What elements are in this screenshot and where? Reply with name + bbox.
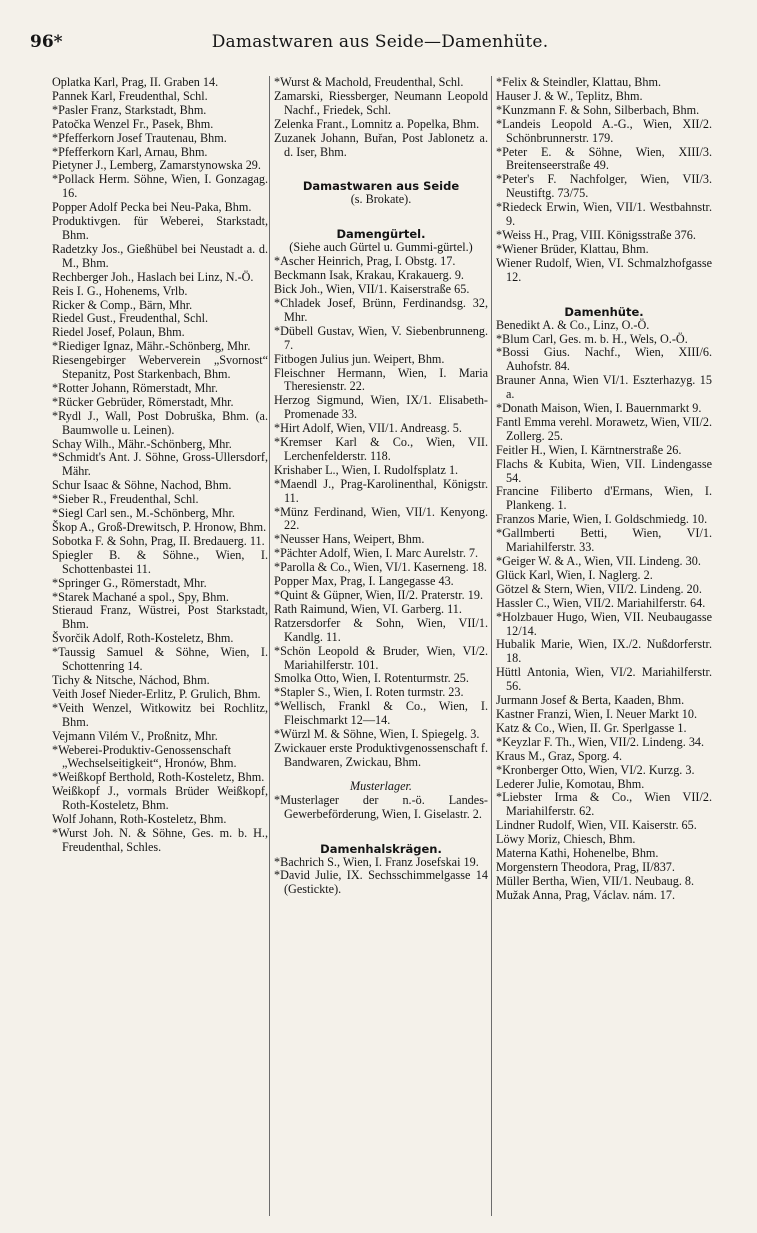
directory-entry: Lederer Julie, Komotau, Bhm. — [496, 776, 645, 791]
directory-entry: *Springer G., Römerstadt, Mhr. — [52, 575, 207, 590]
directory-entry: Zamarski, Riessberger, Neumann Leopold Nachf., Friedek, Schl. — [274, 88, 488, 117]
directory-entry: Schay Wilh., Mähr.-Schönberg, Mhr. — [52, 436, 232, 451]
directory-entry: Krishaber L., Wien, I. Rudolfsplatz 1. — [274, 462, 459, 477]
entry-group — [274, 856, 488, 898]
directory-entry: *Maendl J., Prag-Karolinenthal, Königstr. 11. — [274, 476, 488, 505]
directory-entry: Riesengebirger Weberverein „Svornost“ Stepanitz, Post Starkenbach, Bhm. — [52, 353, 268, 382]
directory-entry: Veith Josef Nieder-Erlitz, P. Grulich, Bhm. — [52, 686, 261, 701]
directory-entry: Tichy & Nitsche, Náchod, Bhm. — [52, 672, 210, 687]
directory-entry: *Rydl J., Wall, Post Dobruška, Bhm. (a. Baumwolle u. Leinen). — [52, 408, 268, 437]
directory-entry: *Weißkopf Berthold, Roth-Kosteletz, Bhm. — [52, 770, 265, 785]
directory-entry: *Felix & Steindler, Klattau, Bhm. — [496, 76, 662, 89]
directory-entry: Riedel Gust., Freudenthal, Schl. — [52, 311, 209, 326]
directory-entry: *Wurst & Machold, Freudenthal, Schl. — [274, 76, 464, 89]
directory-entry: Wiener Rudolf, Wien, VI. Schmalzhofgasse 12. — [496, 255, 712, 284]
directory-entry: *Peter E. & Söhne, Wien, XIII/3. Breitenseerstraße 49. — [496, 144, 712, 173]
entry-group — [274, 794, 488, 822]
directory-entry: *Pfefferkorn Josef Trautenau, Bhm. — [52, 130, 227, 145]
directory-entry: *Quint & Güpner, Wien, II/2. Praterstr. 19. — [274, 588, 483, 602]
directory-entry: Zwickauer erste Produktivgenossenschaft f. Bandwaren, Zwickau, Bhm. — [274, 740, 488, 769]
directory-entry: Weißkopf J., vormals Brüder Weißkopf, Roth-Kosteletz, Bhm. — [52, 784, 268, 813]
directory-entry: *Münz Ferdinand, Wien, VII/1. Kenyong. 22. — [274, 504, 488, 533]
directory-entry: Ratzersdorfer & Sohn, Wien, VII/1. Kandlg. 11. — [274, 615, 488, 644]
directory-entry: Katz & Co., Wien, II. Gr. Sperlgasse 1. — [496, 720, 687, 735]
directory-entry: Produktivgen. für Weberei, Starkstadt, Bhm. — [52, 214, 268, 242]
directory-entry: Vejmann Vilém V., Proßnitz, Mhr. — [52, 728, 218, 743]
directory-entry: *Weiss H., Prag, VIII. Königsstraße 376. — [496, 227, 696, 242]
directory-entry: *Kremser Karl & Co., Wien, VII. Lerchenfelderstr. 118. — [274, 435, 488, 463]
running-title: Damastwaren aus Seide—Damenhüte. — [211, 32, 549, 52]
column-divider — [269, 76, 270, 1216]
directory-entry: *Parolla & Co., Wien, VI/1. Kaserneng. 18. — [274, 560, 487, 575]
directory-entry: Popper Adolf Pecka bei Neu-Paka, Bhm. — [52, 200, 252, 215]
directory-entry: *David Julie, IX. Sechsschimmelgasse 14 (Gestickte). — [274, 868, 488, 897]
directory-entry: Wolf Johann, Roth-Kosteletz, Bhm. — [52, 812, 227, 827]
directory-entry: Zelenka Frant., Lomnitz a. Popelka, Bhm. — [274, 116, 480, 131]
section-heading-damenhuete: Damenhüte. — [564, 304, 644, 319]
directory-entry: *Würzl M. & Söhne, Wien, I. Spiegelg. 3. — [274, 727, 480, 742]
column-2 — [274, 76, 488, 1216]
directory-entry: *Sieber R., Freudenthal, Schl. — [52, 492, 199, 507]
directory-entry: Benedikt A. & Co., Linz, O.-Ö. — [496, 317, 650, 332]
directory-entry: Löwy Moriz, Chiesch, Bhm. — [496, 832, 636, 847]
directory-entry: Müller Bertha, Wien, VII/1. Neubaug. 8. — [496, 873, 695, 888]
directory-entry: *Musterlager der n.-ö. Landes-Gewerbeförderung, Wien, I. Giselastr. 2. — [274, 792, 488, 821]
directory-entry: Fitbogen Julius jun. Weipert, Bhm. — [274, 351, 445, 366]
directory-entry: *Riedeck Erwin, Wien, VII/1. Westbahnstr. 9. — [496, 200, 712, 229]
directory-entry: Pietyner J., Lemberg, Zamarstynowska 29. — [52, 158, 261, 173]
directory-entry: *Dübell Gustav, Wien, V. Siebenbrunneng. 7. — [274, 323, 488, 352]
directory-entry: Švorčik Adolf, Roth-Kosteletz, Bhm. — [52, 631, 234, 646]
directory-entry: *Holzbauer Hugo, Wien, VII. Neubaugasse 12/14. — [496, 609, 712, 638]
directory-entry: Feitler H., Wien, I. Kärntnerstraße 26. — [496, 442, 682, 457]
column-divider — [491, 76, 492, 1216]
directory-entry: *Liebster Irma & Co., Wien VII/2. Mariahilferstr. 62. — [496, 790, 712, 819]
directory-entry: Škop A., Groß-Drewitsch, P. Hronow, Bhm. — [52, 520, 267, 534]
directory-entry: Fleischner Hermann, Wien, I. Maria Theresienstr. 22. — [274, 365, 488, 394]
directory-entry: *Bossi Gius. Nachf., Wien, XIII/6. Auhofstr. 84. — [496, 345, 712, 374]
entry-group — [496, 76, 712, 285]
directory-entry: Jurmann Josef & Berta, Kaaden, Bhm. — [496, 693, 685, 708]
directory-entry: Hüttl Antonia, Wien, VI/2. Mariahilferstr. 56. — [496, 665, 712, 694]
directory-entry: *Pasler Franz, Starkstadt, Bhm. — [52, 102, 207, 117]
directory-entry: Morgenstern Theodora, Prag, II/837. — [496, 859, 675, 874]
directory-entry: *Keyzlar F. Th., Wien, VII/2. Lindeng. 34. — [496, 734, 705, 749]
directory-entry: Flachs & Kubita, Wien, VII. Lindengasse 54. — [496, 456, 712, 485]
directory-entry: Pannek Karl, Freudenthal, Schl. — [52, 88, 208, 103]
directory-entry: *Pollack Herm. Söhne, Wien, I. Gonzagag. 16. — [52, 172, 268, 201]
directory-entry: *Gallmberti Betti, Wien, VI/1. Mariahilferstr. 33. — [496, 526, 712, 555]
directory-entry: Herzog Sigmund, Wien, IX/1. Elisabeth-Promenade 33. — [274, 393, 488, 422]
directory-entry: Bick Joh., Wien, VII/1. Kaiserstraße 65. — [274, 282, 470, 297]
directory-entry: *Siegl Carl sen., M.-Schönberg, Mhr. — [52, 506, 235, 521]
directory-entry: Oplatka Karl, Prag, II. Graben 14. — [52, 76, 219, 89]
directory-entry: *Schön Leopold & Bruder, Wien, VI/2. Mariahilferstr. 101. — [274, 643, 488, 672]
directory-entry: *Chladek Josef, Brünn, Ferdinandsg. 32, Mhr. — [274, 295, 488, 324]
section-heading-musterlager: Musterlager. — [350, 778, 412, 793]
column-1 — [52, 76, 268, 1216]
directory-entry: Brauner Anna, Wien VI/1. Eszterhazyg. 15 a. — [496, 373, 712, 402]
directory-entry: *Weberei-Produktiv-Genossenschaft „Wechselseitigkeit“, Hronów, Bhm. — [52, 742, 237, 771]
directory-entry: *Taussig Samuel & Söhne, Wien, I. Schottenring 14. — [52, 645, 268, 674]
directory-entry: *Neusser Hans, Weipert, Bhm. — [274, 532, 425, 547]
directory-entry: *Wellisch, Frankl & Co., Wien, I. Fleischmarkt 12—14. — [274, 699, 488, 728]
directory-entry: *Peter's F. Nachfolger, Wien, VII/3. Neustiftg. 73/75. — [496, 172, 712, 201]
directory-columns — [52, 76, 712, 1216]
directory-entry: *Kronberger Otto, Wien, VI/2. Kurzg. 3. — [496, 762, 695, 777]
directory-entry: *Blum Carl, Ges. m. b. H., Wels, O.-Ö. — [496, 331, 688, 346]
directory-entry: *Wurst Joh. N. & Söhne, Ges. m. b. H., Freudenthal, Schles. — [52, 825, 268, 854]
directory-entry: Riedel Josef, Polaun, Bhm. — [52, 325, 185, 340]
directory-entry: Kraus M., Graz, Sporg. 4. — [496, 748, 623, 763]
directory-entry: Stieraud Franz, Wüstrei, Post Starkstadt, Bhm. — [52, 603, 268, 632]
directory-entry: Rath Raimund, Wien, VI. Garberg. 11. — [274, 601, 462, 616]
directory-entry: Materna Kathi, Hohenelbe, Bhm. — [496, 846, 659, 861]
section-note: (Siehe auch Gürtel u. Gummi-gürtel.) — [289, 240, 473, 255]
entry-group — [274, 255, 488, 770]
directory-entry: Schur Isaac & Söhne, Nachod, Bhm. — [52, 478, 232, 493]
directory-entry: *Rücker Gebrüder, Römerstadt, Mhr. — [52, 394, 234, 409]
directory-entry: *Riediger Ignaz, Mähr.-Schönberg, Mhr. — [52, 339, 251, 354]
directory-entry: *Starek Machané a spol., Spy, Bhm. — [52, 589, 229, 604]
directory-entry: Spiegler B. & Söhne., Wien, I. Schottenbastei 11. — [52, 547, 268, 576]
directory-entry: *Bachrich S., Wien, I. Franz Josefskai 19. — [274, 854, 479, 869]
directory-entry: *Pächter Adolf, Wien, I. Marc Aurelstr. 7. — [274, 546, 479, 561]
directory-entry: Ricker & Comp., Bärn, Mhr. — [52, 297, 193, 312]
directory-entry: Rechberger Joh., Haslach bei Linz, N.-Ö. — [52, 269, 254, 284]
directory-entry: Mužak Anna, Prag, Václav. nám. 17. — [496, 887, 676, 902]
directory-entry: *Ascher Heinrich, Prag, I. Obstg. 17. — [274, 254, 456, 269]
directory-entry: *Veith Wenzel, Witkowitz bei Rochlitz, Bhm. — [52, 700, 268, 729]
directory-entry: *Landeis Leopold A.-G., Wien, XII/2. Schönbrunnerstr. 179. — [496, 116, 712, 145]
directory-entry: Radetzky Jos., Gießhübel bei Neustadt a. d. M., Bhm. — [52, 241, 268, 270]
directory-entry: Franzos Marie, Wien, I. Goldschmiedg. 10. — [496, 512, 708, 527]
directory-entry: Hubalik Marie, Wien, IX./2. Nußdorferstr. 18. — [496, 637, 712, 666]
directory-entry: Reis I. G., Hohenems, Vrlb. — [52, 283, 188, 298]
directory-entry: Sobotka F. & Sohn, Prag, II. Bredauerg. 11. — [52, 533, 265, 548]
directory-entry: *Schmidt's Ant. J. Söhne, Gross-Ullersdorf, Mähr. — [52, 450, 268, 479]
directory-entry: Hassler C., Wien, VII/2. Mariahilferstr. 64. — [496, 595, 706, 610]
directory-entry: *Hirt Adolf, Wien, VII/1. Andreasg. 5. — [274, 421, 462, 436]
directory-entry: Lindner Rudolf, Wien, VII. Kaiserstr. 65. — [496, 818, 697, 833]
directory-entry: Smolka Otto, Wien, I. Rotenturmstr. 25. — [274, 671, 469, 686]
directory-entry: Beckmann Isak, Krakau, Krakauerg. 9. — [274, 268, 464, 283]
page-number: 96* — [30, 32, 63, 52]
section-heading-damastwaren-seide: Damastwaren aus Seide — [302, 179, 460, 194]
directory-entry: *Stapler S., Wien, I. Roten turmstr. 23. — [274, 685, 464, 700]
directory-entry: *Donath Maison, Wien, I. Bauernmarkt 9. — [496, 401, 702, 416]
directory-entry: Hauser J. & W., Teplitz, Bhm. — [496, 88, 643, 103]
directory-entry: Zuzanek Johann, Buřan, Post Jablonetz a. d. Iser, Bhm. — [274, 130, 488, 159]
directory-entry: Patočka Wenzel Fr., Pasek, Bhm. — [52, 116, 214, 131]
page-header — [30, 32, 730, 58]
directory-entry: Glück Karl, Wien, I. Naglerg. 2. — [496, 567, 653, 582]
directory-entry: Francine Filiberto d'Ermans, Wien, I. Plankeng. 1. — [496, 484, 712, 513]
section-heading-damenhalskraegen: Damenhalskrägen. — [320, 841, 442, 856]
entry-group — [496, 319, 712, 903]
directory-entry: *Kunzmann F. & Sohn, Silberbach, Bhm. — [496, 102, 700, 117]
section-note: (s. Brokate). — [350, 192, 412, 207]
directory-entry: *Geiger W. & A., Wien, VII. Lindeng. 30. — [496, 554, 701, 568]
directory-entry: Popper Max, Prag, I. Langegasse 43. — [274, 574, 454, 589]
directory-entry: *Rotter Johann, Römerstadt, Mhr. — [52, 380, 218, 395]
directory-entry: Götzel & Stern, Wien, VII/2. Lindeng. 20. — [496, 581, 702, 596]
directory-entry: *Wiener Brüder, Klattau, Bhm. — [496, 241, 649, 256]
column-3 — [496, 76, 712, 1216]
directory-entry: *Pfefferkorn Karl, Arnau, Bhm. — [52, 144, 208, 159]
entry-group — [274, 76, 488, 159]
directory-entry: Fantl Emma verehl. Morawetz, Wien, VII/2. Zollerg. 25. — [496, 414, 712, 443]
directory-entry: Kastner Franzi, Wien, I. Neuer Markt 10. — [496, 706, 697, 721]
section-heading-damenguertel: Damengürtel. — [336, 227, 426, 242]
